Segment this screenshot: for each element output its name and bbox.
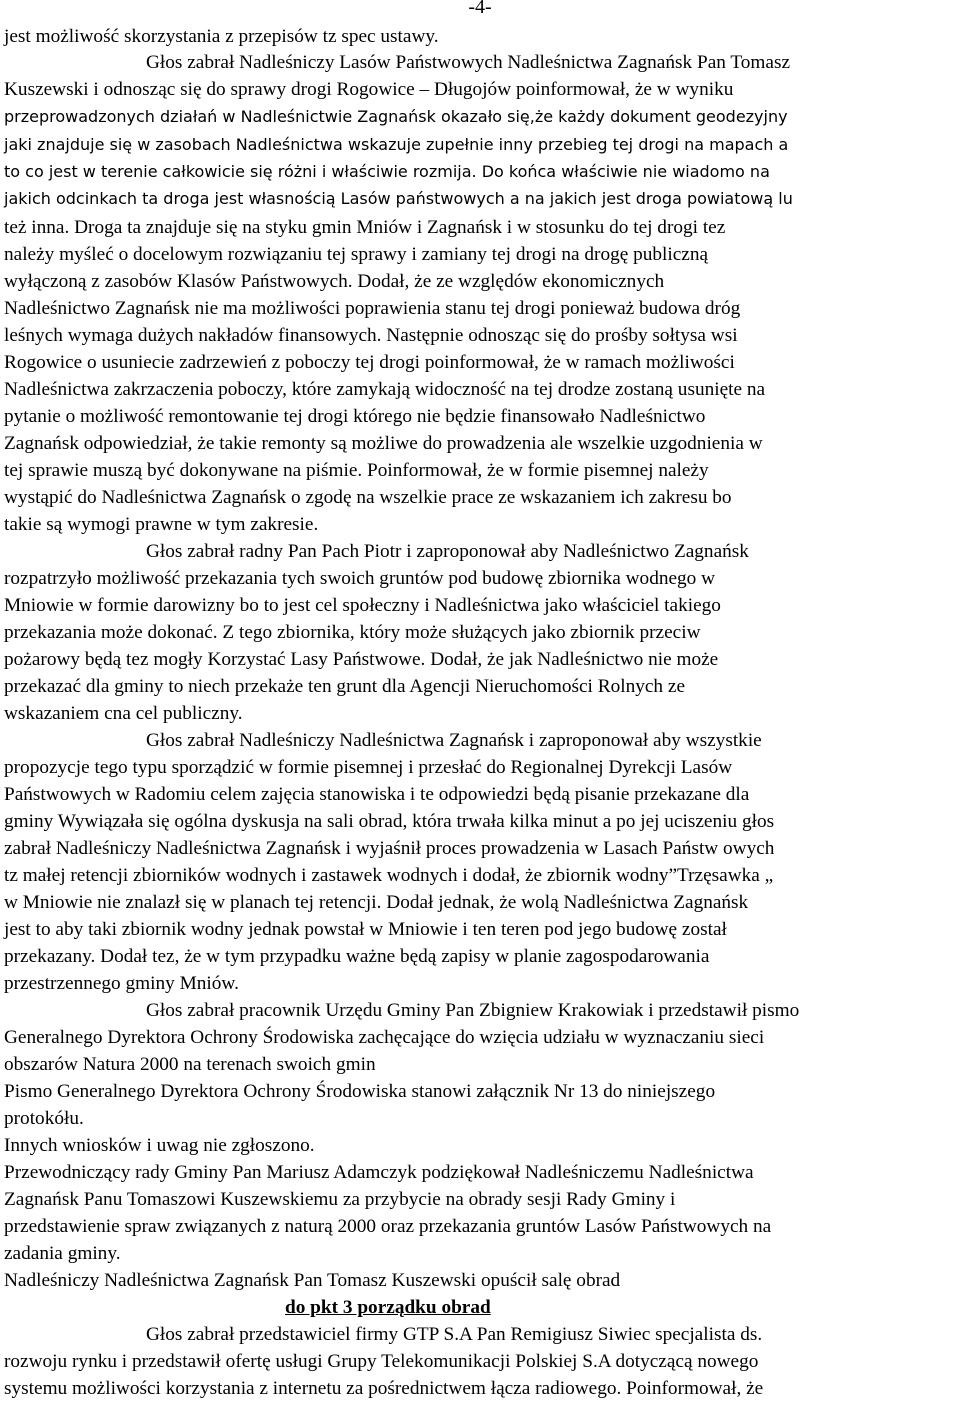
text-line: Mniowie w formie darowizny bo to jest cel społeczny i Nadleśnictwa jako właściciel takiego: [4, 595, 721, 616]
text-line: Głos zabrał pracownik Urzędu Gminy Pan Zbigniew Krakowiak i przedstawił pismo: [146, 1000, 800, 1021]
text-line: też inna. Droga ta znajduje się na styku gmin Mniów i Zagnańsk i w stosunku do tej drogi tez: [4, 217, 726, 238]
text-line: wystąpić do Nadleśnictwa Zagnańsk o zgodę na wszelkie prace ze wskazaniem ich zakresu bo: [4, 487, 732, 508]
text-line: jest możliwość skorzystania z przepisów tz spec ustawy.: [4, 26, 439, 47]
text-line: Nadleśniczy Nadleśnictwa Zagnańsk Pan Tomasz Kuszewski opuścił salę obrad: [4, 1270, 621, 1291]
text-line: obszarów Natura 2000 na terenach swoich gmin: [4, 1054, 376, 1075]
page-number: -4-: [468, 0, 492, 18]
text-line: leśnych wymaga dużych nakładów finansowych. Następnie odnosząc się do prośby sołtysa wsi: [4, 325, 738, 346]
text-line: w Mniowie nie znalazł się w planach tej retencji. Dodał jednak, że wolą Nadleśnictwa Zagnańsk: [4, 892, 749, 913]
text-line: przekazać dla gminy to niech przekaże ten grunt dla Agencji Nieruchomości Rolnych ze: [4, 676, 686, 697]
text-line: jest to aby taki zbiornik wodny jednak powstał w Mniowie i ten teren pod jego budowę został: [4, 919, 727, 940]
text-line: wskazaniem cna cel publiczny.: [4, 703, 243, 724]
text-line: systemu możliwości korzystania z internetu za pośrednictwem łącza radiowego. Poinformował, że: [4, 1378, 764, 1399]
text-line: takie są wymogi prawne w tym zakresie.: [4, 514, 319, 535]
text-line: tej sprawie muszą być dokonywane na piśmie. Poinformował, że w formie pisemnej należy: [4, 460, 709, 481]
text-line: jakich odcinkach ta droga jest własnością Lasów państwowych a na jakich jest droga powiatową lu: [4, 189, 793, 208]
text-line: Przewodniczący rady Gminy Pan Mariusz Adamczyk podziękował Nadleśniczemu Nadleśnictwa: [4, 1162, 754, 1183]
text-line: przestrzennego gminy Mniów.: [4, 973, 239, 994]
text-line: przekazania może dokonać. Z tego zbiornika, który może służących jako zbiornik przeciw: [4, 622, 701, 643]
text-line: Innych wniosków i uwag nie zgłoszono.: [4, 1135, 315, 1156]
text-line: Głos zabrał radny Pan Pach Piotr i zaproponował aby Nadleśnictwo Zagnańsk: [146, 541, 749, 562]
text-line: pytanie o możliwość remontowanie tej drogi którego nie będzie finansowało Nadleśnictwo: [4, 406, 706, 427]
text-line: Generalnego Dyrektora Ochrony Środowiska zachęcające do wzięcia udziału w wyznaczaniu sieci: [4, 1027, 765, 1048]
text-line: to co jest w terenie całkowicie się różni i właściwie rozmija. Do końca właściwie nie wiadomo na: [4, 162, 770, 181]
text-line: zabrał Nadleśniczy Nadleśnictwa Zagnańsk i wyjaśnił proces prowadzenia w Lasach Państw owych: [4, 838, 775, 859]
text-line: pożarowy będą tez mogły Korzystać Lasy Państwowe. Dodał, że jak Nadleśnictwo nie może: [4, 649, 719, 670]
text-line: Rogowice o usuniecie zadrzewień z poboczy tej drogi poinformował, że w ramach możliwości: [4, 352, 735, 373]
text-line: rozwoju rynku i przedstawił ofertę usługi Grupy Telekomunikacji Polskiej S.A dotyczącą nowego: [4, 1351, 759, 1372]
text-line: gminy Wywiązała się ogólna dyskusja na sali obrad, która trwała kilka minut a po jej uciszeniu głos: [4, 811, 775, 832]
text-line: Zagnańsk odpowiedział, że takie remonty są możliwe do prowadzenia ale wszelkie uzgodnienia w: [4, 433, 763, 454]
text-line: wyłączoną z zasobów Klasów Państwowych. Dodał, że ze względów ekonomicznych: [4, 271, 665, 292]
text-line: Pismo Generalnego Dyrektora Ochrony Środowiska stanowi załącznik Nr 13 do niniejszego: [4, 1081, 716, 1102]
text-line: jaki znajduje się w zasobach Nadleśnictwa wskazuje zupełnie inny przebieg tej drogi na mapach a: [4, 135, 789, 154]
section-heading: do pkt 3 porządku obrad: [285, 1297, 491, 1318]
text-line: Głos zabrał Nadleśniczy Lasów Państwowych Nadleśnictwa Zagnańsk Pan Tomasz: [146, 52, 791, 73]
text-line: zadania gminy.: [4, 1243, 121, 1264]
text-line: Głos zabrał przedstawiciel firmy GTP S.A Pan Remigiusz Siwiec specjalista ds.: [146, 1324, 763, 1345]
text-line: przedstawienie spraw związanych z naturą 2000 oraz przekazania gruntów Lasów Państwowych na: [4, 1216, 772, 1237]
text-line: propozycje tego typu sporządzić w formie pisemnej i przesłać do Regionalnej Dyrekcji Lasów: [4, 757, 733, 778]
text-line: Zagnańsk Panu Tomaszowi Kuszewskiemu za przybycie na obrady sesji Rady Gminy i: [4, 1189, 676, 1210]
text-line: Nadleśnictwa zakrzaczenia poboczy, które zamykają widoczność na tej drodze zostaną usunięte na: [4, 379, 766, 400]
text-line: przeprowadzonych działań w Nadleśnictwie Zagnańsk okazało się,że każdy dokument geodezyjny: [4, 107, 788, 126]
text-line: Państwowych w Radomiu celem zajęcia stanowiska i te odpowiedzi będą pisanie przekazane dla: [4, 784, 750, 805]
text-line: należy myśleć o docelowym rozwiązaniu tej sprawy i zamiany tej drogi na drogę publiczną: [4, 244, 709, 265]
text-line: Kuszewski i odnosząc się do sprawy drogi Rogowice – Długojów poinformował, że w wyniku: [4, 79, 734, 100]
text-line: protokółu.: [4, 1108, 84, 1129]
text-line: Nadleśnictwo Zagnańsk nie ma możliwości poprawienia stanu tej drogi ponieważ budowa dróg: [4, 298, 741, 319]
text-line: przekazany. Dodał tez, że w tym przypadku ważne będą zapisy w planie zagospodarowania: [4, 946, 710, 967]
text-line: rozpatrzyło możliwość przekazania tych swoich gruntów pod budowę zbiornika wodnego w: [4, 568, 716, 589]
text-line: tz małej retencji zbiorników wodnych i zastawek wodnych i dodał, że zbiornik wodny”Trzęsawka „: [4, 865, 774, 886]
text-line: Głos zabrał Nadleśniczy Nadleśnictwa Zagnańsk i zaproponował aby wszystkie: [146, 730, 762, 751]
